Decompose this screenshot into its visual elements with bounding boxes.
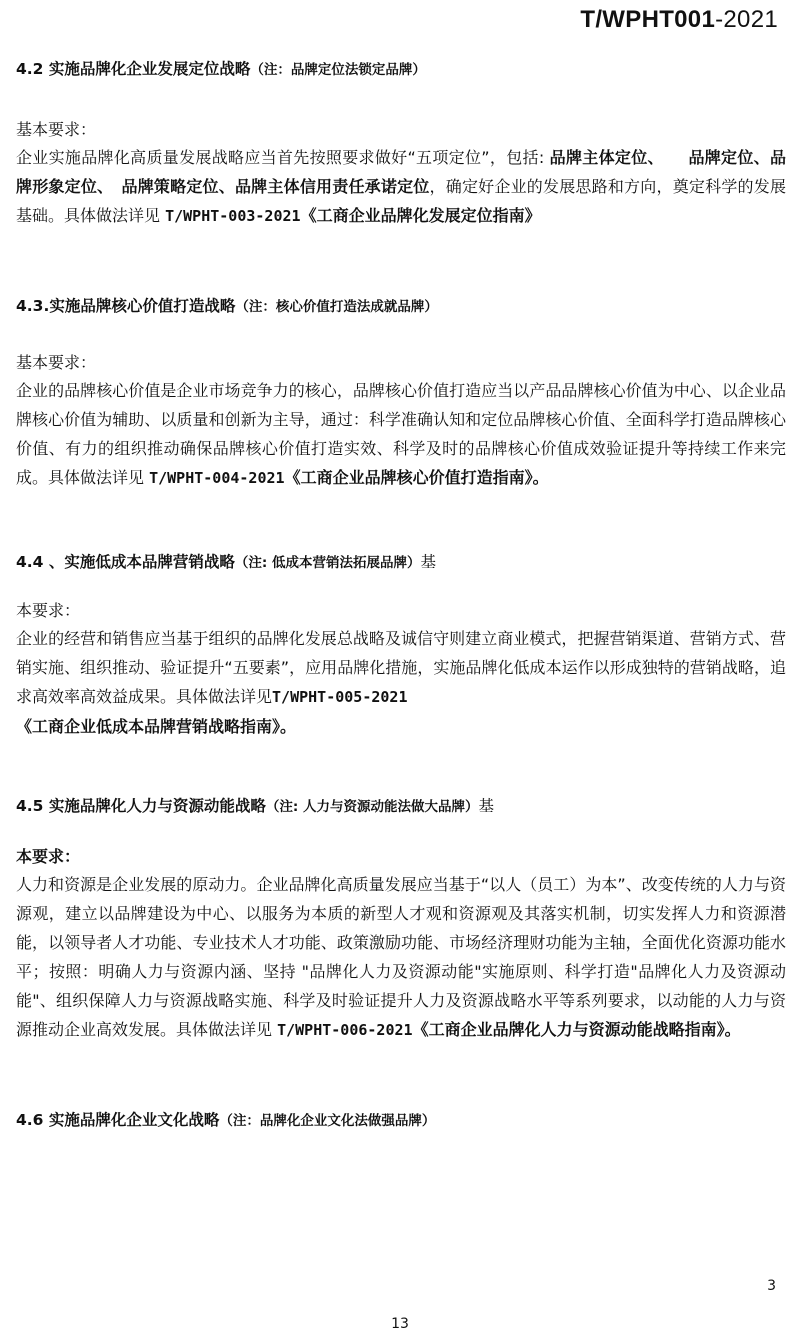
section-4-4 [16, 549, 786, 741]
page-number: 3 [767, 1278, 776, 1294]
reference-title: 《工商企业低成本品牌营销战略指南》 [16, 717, 281, 736]
section-heading: 4.3.实施品牌核心价值打造战略（注：核心价值打造法成就品牌） [16, 297, 438, 315]
reference-code: T/WPHT-006-2021 [277, 1021, 413, 1039]
footer-page-number: 13 [391, 1316, 409, 1332]
section-4-5 [16, 793, 786, 1045]
document-page [16, 52, 786, 1134]
section-heading: 4.6 实施品牌化企业文化战略（注：品牌化企业文化法做强品牌） [16, 1111, 436, 1129]
standard-code [580, 6, 778, 34]
section-note: （注: 人力与资源动能法做大品牌） [265, 799, 479, 815]
reference-title: 《工商企业品牌核心价值打造指南》 [284, 468, 533, 487]
section-note: （注：核心价值打造法成就品牌） [235, 299, 438, 315]
standard-code-id: T/WPHT001 [580, 6, 716, 33]
reference-code: T/WPHT-003-2021 [165, 207, 301, 225]
section-body: 企业的经营和销售应当基于组织的品牌化发展总战略及诚信守则建立商业模式，把握营销渠道、营销方式、营销实施、组织推动、验证提升“五要素”，应用品牌化措施，实施品牌化低成本运作以形成独特的营销战略，追求高效率高效益成果。具体做法详见T/WPHT-005-2021 《工商企业低成本品牌营销战略指南》。 [16, 629, 786, 736]
section-heading: 4.2 实施品牌化企业发展定位战略（注：品牌定位法锁定品牌） [16, 60, 426, 78]
section-note: （注：品牌定位法锁定品牌） [250, 62, 426, 78]
section-heading: 4.4 、实施低成本品牌营销战略（注: 低成本营销法拓展品牌）基 [16, 553, 436, 571]
reference-code: T/WPHT-005-2021 [272, 688, 408, 706]
requirements-label: 基本要求： [16, 353, 97, 372]
requirements-label: 本要求： [16, 847, 81, 866]
section-note: （注：品牌化企业文化法做强品牌） [219, 1113, 436, 1129]
section-heading: 4.5 实施品牌化人力与资源动能战略（注: 人力与资源动能法做大品牌）基 [16, 797, 494, 815]
section-4-3 [16, 293, 786, 493]
standard-code-year: -2021 [715, 6, 778, 33]
section-body: 人力和资源是企业发展的原动力。企业品牌化高质量发展应当基于“以人（员工）为本”、改变传统的人力与资源观，建立以品牌建设为中心、以服务为本质的新型人才观和资源观及其落实机制，切实发挥人力和资源潜能，以领导者人才功能、专业技术人才功能、政策激励功能、市场经济理财功能为主轴，全面优化资源功能水平；按照：明确人力与资源内涵、坚持 "品牌化人力及资源动能"实施原则、科学打造"品牌化人力及资源动能"、组织保障人力与资源战略实施、科学及时验证提升人力及资源战略水平等系列要求，以动能的人力与资源推动企业高效发展。具体做法详见 T/WPHT-006-2021《工商企业品牌化人力与资源动能战略指南》。 [16, 875, 786, 1039]
section-body: 企业实施品牌化高质量发展战略应当首先按照要求做好“五项定位”，包括: 品牌主体定位、 品牌定位、品牌形象定位、 品牌策略定位、品牌主体信用责任承诺定位，确定好企业的发展思路和方向，奠定科学的发展基础。具体做法详见 T/WPHT-003-2021《工商企业品牌化发展定位指南》 [16, 148, 786, 225]
reference-title: 《工商企业品牌化发展定位指南》 [300, 206, 541, 225]
section-note: （注: 低成本营销法拓展品牌） [234, 555, 421, 571]
positioning-items: 品牌主体定位、 品牌定位、品牌形象定位、 品牌策略定位、品牌主体信用责任承诺定位 [16, 148, 786, 196]
section-4-2 [16, 56, 786, 231]
section-4-6 [16, 1107, 786, 1134]
reference-code: T/WPHT-004-2021 [149, 469, 285, 487]
requirements-label: 本要求： [16, 601, 81, 620]
section-body: 企业的品牌核心价值是企业市场竞争力的核心，品牌核心价值打造应当以产品品牌核心价值为中心、以企业品牌核心价值为辅助、以质量和创新为主导，通过：科学准确认知和定位品牌核心价值、全面科学打造品牌核心价值、有力的组织推动确保品牌核心价值打造实效、科学及时的品牌核心价值成效验证提升等持续工作来完成。具体做法详见 T/WPHT-004-2021《工商企业品牌核心价值打造指南》。 [16, 381, 786, 487]
requirements-label: 基本要求： [16, 120, 97, 139]
reference-title: 《工商企业品牌化人力与资源动能战略指南》 [412, 1020, 725, 1039]
